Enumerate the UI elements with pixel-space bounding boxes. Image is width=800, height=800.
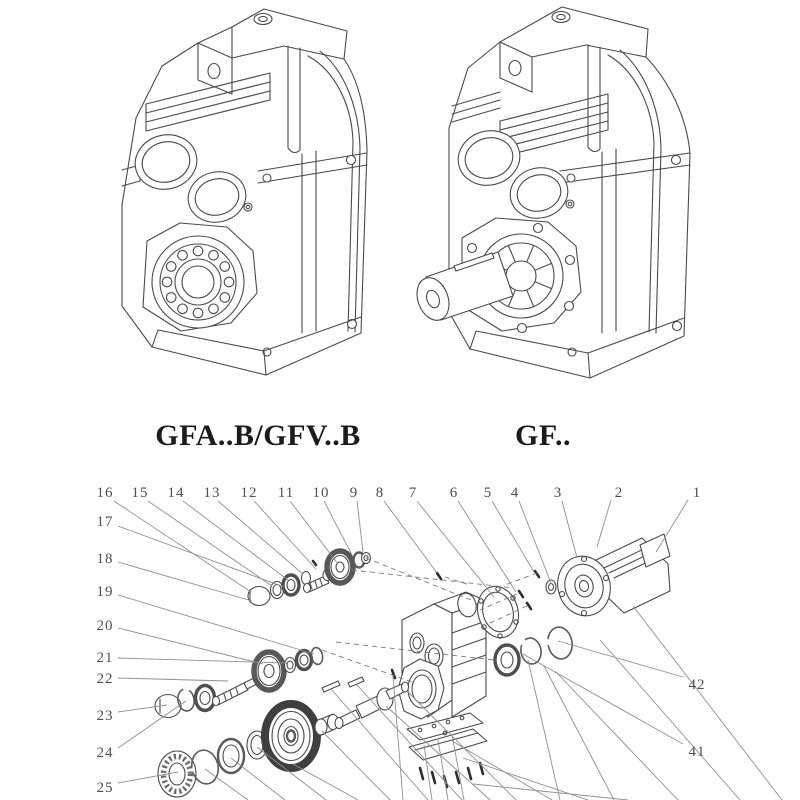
callout-25: 25 bbox=[96, 780, 114, 796]
callout-4: 4 bbox=[510, 485, 520, 501]
callout-14: 14 bbox=[167, 485, 185, 501]
callout-42: 42 bbox=[688, 677, 706, 693]
assembly-axis-line bbox=[322, 650, 412, 682]
leader-line-14 bbox=[183, 501, 288, 580]
leader-line-8 bbox=[384, 501, 437, 573]
housing-assembly bbox=[392, 571, 575, 787]
callout-19: 19 bbox=[96, 584, 114, 600]
callout-41: 41 bbox=[688, 744, 706, 760]
callout-13: 13 bbox=[203, 485, 221, 501]
leader-line-5 bbox=[492, 501, 534, 572]
callout-11: 11 bbox=[277, 485, 295, 501]
callout-1: 1 bbox=[692, 485, 702, 501]
leader-line bbox=[556, 672, 678, 800]
leader-line-10 bbox=[324, 501, 352, 555]
callout-15: 15 bbox=[131, 485, 149, 501]
callout-16: 16 bbox=[96, 485, 114, 501]
leader-line bbox=[322, 731, 390, 800]
leader-line bbox=[452, 741, 552, 800]
leader-line-1 bbox=[656, 500, 688, 552]
callout-9: 9 bbox=[349, 485, 359, 501]
callout-22: 22 bbox=[96, 671, 114, 687]
model-label-gf: GF.. bbox=[515, 419, 571, 452]
leader-line-41 bbox=[523, 654, 683, 744]
callout-3: 3 bbox=[553, 485, 563, 501]
leader-line-24 bbox=[118, 701, 186, 748]
leader-line-17 bbox=[118, 526, 284, 587]
leader-line bbox=[205, 769, 248, 800]
input-shaft-assembly bbox=[248, 551, 371, 606]
callout-7: 7 bbox=[408, 485, 418, 501]
leader-line-9 bbox=[357, 501, 363, 552]
assembly-axis-line bbox=[505, 573, 537, 585]
leader-line-16 bbox=[114, 501, 251, 592]
motor-assembly bbox=[546, 534, 670, 622]
leader-line bbox=[544, 666, 614, 800]
callout-20: 20 bbox=[96, 618, 114, 634]
leader-line-6 bbox=[458, 501, 516, 592]
callout-2: 2 bbox=[614, 485, 624, 501]
leader-line bbox=[528, 660, 560, 800]
exploded-view bbox=[155, 534, 670, 797]
callout-24: 24 bbox=[96, 745, 114, 761]
callout-23: 23 bbox=[96, 708, 114, 724]
assembly-axis-line bbox=[445, 577, 470, 585]
gearbox-drawing-gfab bbox=[122, 9, 367, 375]
leader-line-19 bbox=[118, 595, 314, 654]
leader-line-3 bbox=[562, 501, 577, 558]
leader-line-22 bbox=[118, 678, 228, 681]
model-label-gfab: GFA..B/GFV..B bbox=[155, 419, 361, 452]
callout-12: 12 bbox=[240, 485, 258, 501]
callout-6: 6 bbox=[449, 485, 459, 501]
assembly-axis-line bbox=[352, 570, 514, 588]
callout-10: 10 bbox=[312, 485, 330, 501]
callout-18: 18 bbox=[96, 551, 114, 567]
leader-line-13 bbox=[218, 501, 303, 574]
leader-line bbox=[600, 640, 740, 800]
leader-line bbox=[473, 784, 628, 800]
leader-line-2 bbox=[597, 500, 611, 547]
callout-8: 8 bbox=[375, 485, 385, 501]
assembly-axis-line bbox=[366, 558, 476, 602]
callout-21: 21 bbox=[96, 650, 114, 666]
leader-line-11 bbox=[290, 501, 338, 564]
gearbox-drawing-gf bbox=[411, 7, 690, 378]
callout-17: 17 bbox=[96, 514, 114, 530]
callout-5: 5 bbox=[483, 485, 493, 501]
